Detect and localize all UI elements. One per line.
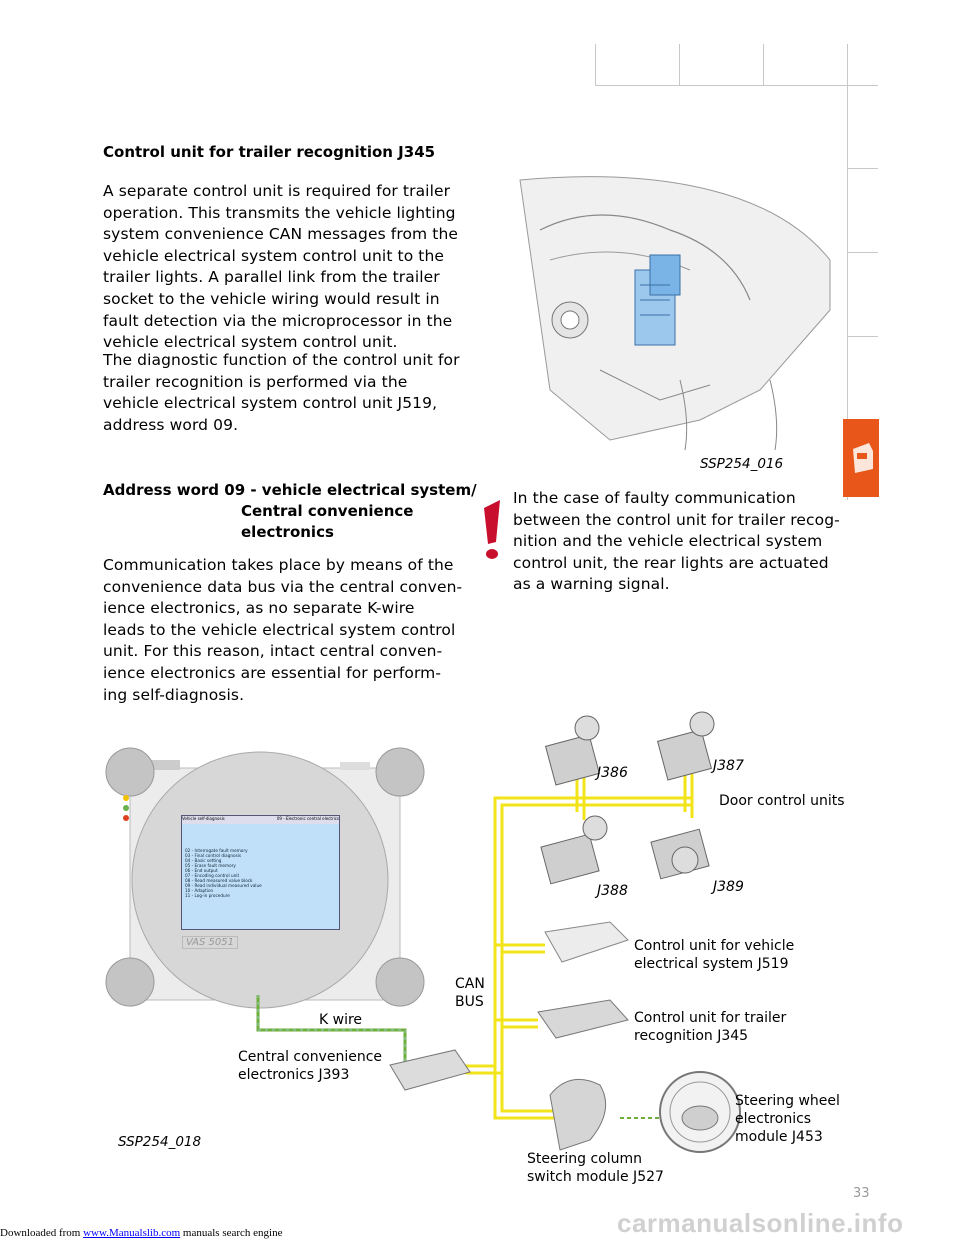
text-line: unit. For this reason, intact central conven-	[103, 642, 443, 661]
text-line: operation. This transmits the vehicle lighting	[103, 203, 456, 222]
header-grid-line	[763, 44, 764, 86]
control-unit-j519	[545, 922, 628, 962]
text-line: BUS	[455, 994, 484, 1010]
text-line: ience electronics are essential for perform-	[103, 663, 442, 682]
note-faulty-communication	[513, 488, 853, 596]
text-line: In the case of faulty communication	[513, 489, 796, 507]
label-j393	[238, 1048, 382, 1084]
header-grid-line	[847, 336, 878, 337]
text-line: trailer lights. A parallel link from the trailer	[103, 268, 440, 287]
text-line: Communication takes place by means of the	[103, 556, 454, 574]
text-line: Control unit for vehicle	[634, 938, 795, 954]
text-line: between the control unit for trailer recog-	[513, 510, 840, 529]
text-line: Central convenience	[238, 1049, 383, 1065]
control-unit-j393	[390, 1050, 470, 1090]
footer	[0, 1227, 282, 1239]
text-line: switch module J527	[527, 1169, 664, 1185]
vas-screen	[181, 815, 340, 930]
vas-menu-item: 06 - End output	[185, 868, 218, 873]
para-j345	[103, 181, 473, 354]
heading-address-word	[103, 480, 477, 543]
text-line: vehicle electrical system control unit.	[103, 333, 398, 352]
footer-prefix: Downloaded from	[0, 1227, 81, 1239]
vas-menu-item: 02 - Interrogate fault memory	[185, 848, 248, 853]
vas-menu-item: 08 - Read measured value block	[185, 878, 253, 883]
text-line: electronics	[241, 523, 334, 541]
footer-link[interactable]: www.Manualslib.com	[83, 1227, 181, 1239]
text-line: socket to the vehicle wiring would result in	[103, 289, 440, 308]
door-motor-j388	[541, 816, 607, 884]
label-can-bus	[455, 975, 485, 1011]
vas-title-left: Vehicle self-diagnosis	[182, 816, 225, 821]
header-grid-line	[595, 44, 596, 86]
footer-suffix: manuals search engine	[182, 1227, 283, 1239]
vas-menu-item: 11 - Log-in procedure	[185, 893, 230, 898]
label-j387: J387	[713, 758, 744, 774]
diagram-caption: SSP254_018	[118, 1134, 202, 1150]
text-line: system convenience CAN messages from the	[103, 225, 459, 244]
page-number: 33	[853, 1186, 870, 1201]
vas-menu-item: 07 - Encoding control unit	[185, 873, 240, 878]
vas-label: VAS 5051	[182, 936, 238, 949]
text-line: electronics	[735, 1111, 812, 1127]
vas-menu	[182, 846, 339, 900]
label-j519	[634, 937, 794, 973]
vas-menu-item: 10 - Adaption	[185, 888, 214, 893]
label-j345	[634, 1009, 786, 1045]
text-line: as a warning signal.	[513, 575, 670, 594]
steering-wheel-j453	[660, 1072, 740, 1152]
text-line: vehicle electrical system control unit to the	[103, 246, 445, 265]
label-j453	[735, 1092, 840, 1146]
door-motor-j387	[658, 712, 714, 780]
door-motor-j386	[546, 716, 600, 785]
warning-exclamation-icon	[478, 498, 504, 562]
heading-j345: Control unit for trailer recognition J345	[103, 143, 436, 161]
vas-screen-title	[182, 816, 339, 824]
label-door-units: Door control units	[719, 793, 845, 809]
label-kwire: K wire	[319, 1012, 363, 1028]
text-line: control unit, the rear lights are actuated	[513, 553, 829, 572]
vas-menu-item: 05 - Erase fault memory	[185, 863, 236, 868]
para-communication	[103, 555, 473, 706]
text-line: vehicle electrical system control unit J519,	[103, 394, 438, 413]
label-j389: J389	[713, 879, 744, 895]
photo-engine-bay	[510, 170, 840, 450]
text-line: fault detection via the microprocessor in the	[103, 311, 453, 330]
vas-menu-item: 09 - Read individual measured value	[185, 883, 262, 888]
para-diagnostic	[103, 350, 473, 436]
photo-caption: SSP254_016	[700, 456, 784, 472]
door-motor-j389	[651, 829, 709, 879]
text-line: ience electronics, as no separate K-wire	[103, 599, 415, 618]
text-line: convenience data bus via the central conven-	[103, 577, 463, 596]
control-unit-j345	[538, 1000, 628, 1038]
text-line: leads to the vehicle electrical system control	[103, 620, 456, 639]
header-grid-line	[847, 252, 878, 253]
header-grid-line	[679, 44, 680, 86]
label-j527	[527, 1150, 664, 1186]
vas-menu-item: 04 - Basic setting	[185, 858, 222, 863]
header-grid-line	[595, 85, 878, 86]
text-line: Control unit for trailer	[634, 1010, 787, 1026]
vas-menu-item: 03 - Final control diagnosis	[185, 853, 242, 858]
text-line: electronics J393	[238, 1067, 350, 1083]
text-line: recognition J345	[634, 1028, 749, 1044]
text-line: Central convenience	[241, 502, 414, 520]
text-line: A separate control unit is required for trailer	[103, 182, 451, 200]
car-icon	[843, 419, 879, 497]
text-line: Steering wheel	[735, 1093, 840, 1109]
text-line: trailer recognition is performed via the	[103, 372, 408, 391]
label-j386: J386	[597, 765, 628, 781]
text-line: nition and the vehicle electrical system	[513, 532, 823, 551]
header-grid-line	[847, 168, 878, 169]
text-line: Steering column	[527, 1151, 642, 1167]
text-line: CAN	[455, 976, 485, 992]
text-line: module J453	[735, 1129, 823, 1145]
text-line: electrical system J519	[634, 956, 789, 972]
label-j388: J388	[597, 883, 628, 899]
text-line: address word 09.	[103, 415, 239, 434]
text-line: Address word 09 - vehicle electrical system/	[103, 481, 477, 499]
watermark: carmanualsonline.info	[617, 1208, 904, 1238]
section-tab	[843, 419, 879, 497]
steering-column-module-j527	[550, 1079, 606, 1150]
text-line: The diagnostic function of the control unit for	[103, 351, 460, 369]
vas-title-right: 09 - Electronic central electrics	[276, 816, 339, 821]
text-line: ing self-diagnosis.	[103, 685, 245, 704]
